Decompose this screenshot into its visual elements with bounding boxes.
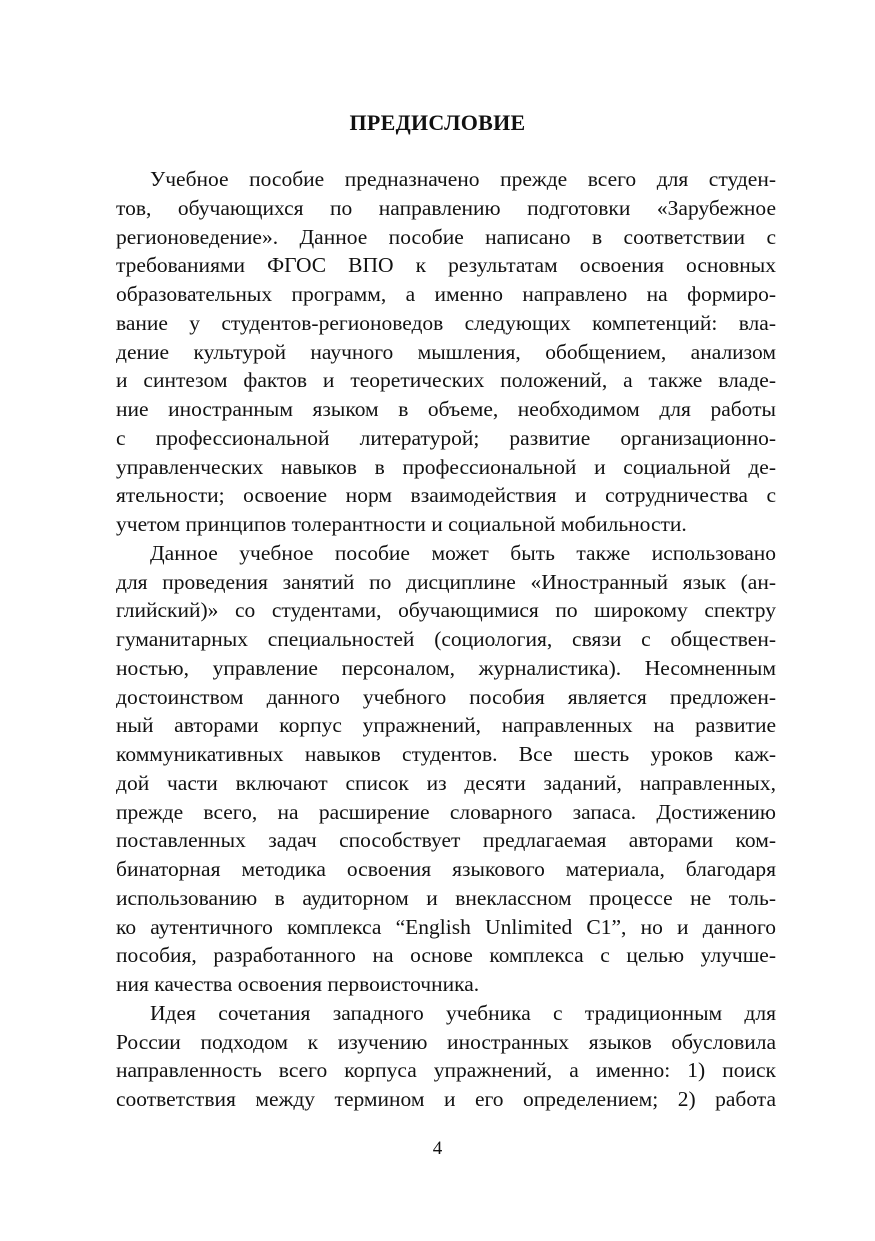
text-line: пособия, разработанного на основе комплекса с целью улучше- bbox=[116, 943, 776, 968]
text-line: ятельности; освоение норм взаимодействия и сотрудничества с bbox=[116, 483, 776, 508]
text-line: с профессиональной литературой; развитие организационно- bbox=[116, 425, 776, 450]
text-line: образовательных программ, а именно направлено на формиро- bbox=[116, 282, 776, 306]
paragraph-1 bbox=[116, 165, 776, 539]
text-line: дение культурой научного мышления, обобщением, анализом bbox=[116, 339, 776, 364]
text-line: и синтезом фактов и теоретических положений, а также владе- bbox=[116, 368, 776, 393]
text-line: гуманитарных специальностей (социология, связи с обществен- bbox=[116, 627, 776, 651]
text-line: бинаторная методика освоения языкового материала, благодаря bbox=[116, 857, 776, 881]
text-line: вание у студентов-регионоведов следующих компетенций: вла- bbox=[116, 310, 776, 335]
text-line: поставленных задач способствует предлагаемая авторами ком- bbox=[116, 828, 776, 853]
text-line: соответствия между термином и его определением; 2) работа bbox=[116, 1087, 776, 1111]
paragraph-3 bbox=[116, 999, 776, 1114]
text-line: требованиями ФГОС ВПО к результатам освоения основных bbox=[116, 253, 776, 278]
text-line: ния качества освоения первоисточника. bbox=[116, 972, 480, 996]
text-line: Учебное пособие предназначено прежде всего для студен- bbox=[150, 167, 776, 191]
page-number: 4 bbox=[432, 1138, 443, 1159]
text-line: Идея сочетания западного учебника с традиционным для bbox=[150, 1000, 776, 1025]
text-line: ко аутентичного комплекса “English Unlimited C1”, но и данного bbox=[116, 914, 776, 939]
text-line: ностью, управление персоналом, журналистика). Несомненным bbox=[116, 655, 776, 680]
text-line: глийский)» со студентами, обучающимися по широкому спектру bbox=[116, 598, 776, 623]
text-line: достоинством данного учебного пособия является предложен- bbox=[116, 684, 776, 709]
paragraph-2 bbox=[116, 539, 776, 999]
text-line: направленность всего корпуса упражнений, а именно: 1) поиск bbox=[116, 1058, 776, 1083]
text-line: прежде всего, на расширение словарного запаса. Достижению bbox=[116, 799, 776, 824]
text-line: ный авторами корпус упражнений, направленных на развитие bbox=[116, 713, 776, 738]
text-line: использованию в аудиторном и внеклассном процессе не толь- bbox=[116, 885, 776, 910]
text-line: управленческих навыков в профессиональной и социальной де- bbox=[116, 454, 776, 479]
body-text bbox=[116, 165, 776, 1114]
text-line: тов, обучающихся по направлению подготовки «Зарубежное bbox=[116, 195, 776, 220]
text-line: Данное учебное пособие может быть также использовано bbox=[150, 540, 776, 565]
text-line: регионоведение». Данное пособие написано в соответствии с bbox=[116, 224, 776, 249]
text-line: ние иностранным языком в объеме, необходимом для работы bbox=[116, 397, 776, 421]
text-line: для проведения занятий по дисциплине «Иностранный язык (ан- bbox=[116, 569, 776, 594]
text-line: коммуникативных навыков студентов. Все шесть уроков каж- bbox=[116, 742, 776, 766]
page-title: ПРЕДИСЛОВИЕ bbox=[349, 110, 526, 135]
text-line: учетом принципов толерантности и социальной мобильности. bbox=[116, 512, 687, 536]
text-line: России подходом к изучению иностранных языков обусловила bbox=[116, 1029, 776, 1054]
text-line: дой части включают список из десяти заданий, направленных, bbox=[116, 770, 776, 795]
